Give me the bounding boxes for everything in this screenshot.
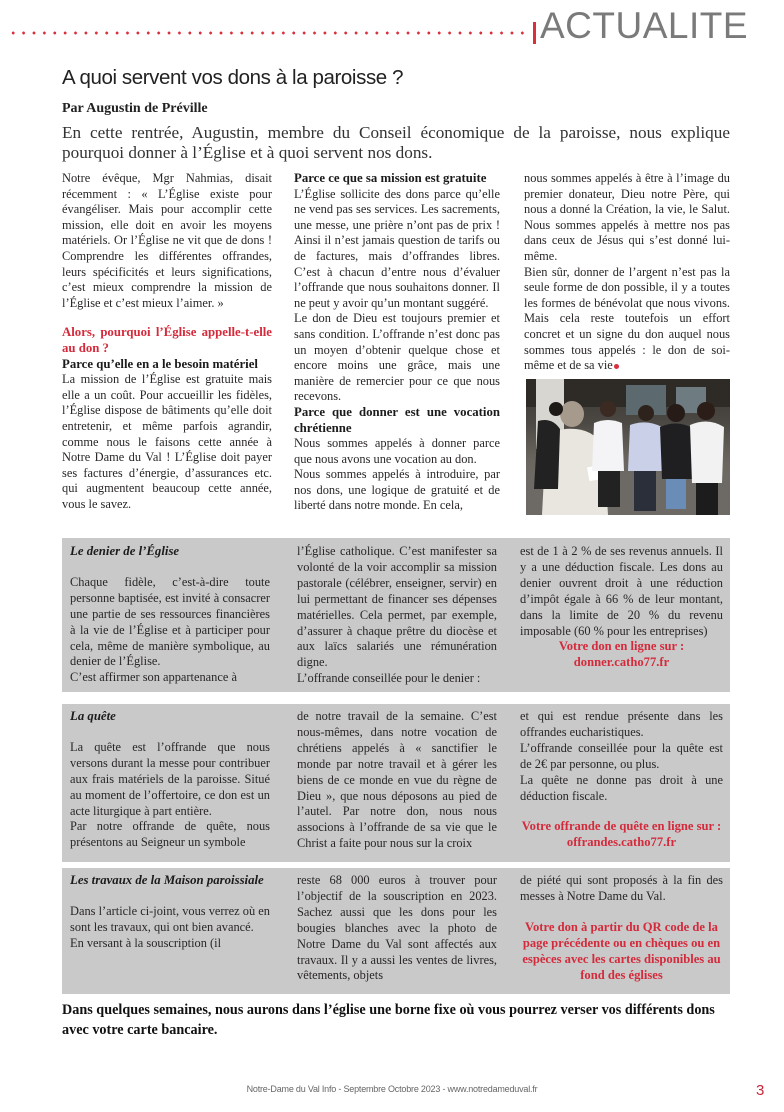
section-title: ACTUALITE bbox=[540, 5, 749, 46]
cta-text: Votre don à partir du QR code de la page précédente ou en chèques ou en espèces avec les cartes disponibles au fond des églises bbox=[522, 919, 721, 982]
paragraph: Nous sommes appelés à introduire, par nos dons, une logique de gratuité et de liberté dans notre monde. En cela, bbox=[294, 467, 500, 513]
paragraph: Chaque fidèle, c’est-à-dire toute personne baptisée, est invité à consacrer une partie de ses ressources financières à la vie de l’Église et à participer pour cela, même de manière symbolique, au denier de l’Église. bbox=[70, 574, 270, 669]
paragraph: Dans l’article ci-joint, vous verrez où en sont les travaux, qui ont bien avancé. bbox=[70, 903, 270, 934]
paragraph: est de 1 à 2 % de ses revenus annuels. Il y a une déduction fiscale. Les dons au denier ouvrent droit à une réduction d’impôt égale à 66 % de leur montant, dans la limite de 20 % du revenu imposable (60 % pour les entreprises) bbox=[520, 544, 723, 638]
box-column bbox=[297, 873, 497, 984]
paragraph: et qui est rendue présente dans les offrandes eucharistiques. bbox=[520, 709, 723, 739]
box-column bbox=[520, 709, 723, 851]
box-title: Les travaux de la Maison paroissiale bbox=[70, 873, 264, 887]
paragraph: L’Église sollicite des dons parce qu’elle ne vend pas ses services. Les sacrements, une messe, une prière n’ont pas de prix ! Ainsi il n’est jamais question de tarifs ou de factures, mais d’offrandes libres. C’est à chacun d’entre nous d’évaluer l’offrande que nous souhaitons donner. Il ne peut y avoir qu’un montant suggéré. bbox=[294, 186, 500, 310]
cta-label: Votre offrande de quête en ligne sur : bbox=[521, 819, 722, 834]
box-column bbox=[70, 709, 270, 851]
question-heading: Alors, pourquoi l’Église appelle-t-elle au don ? bbox=[62, 325, 272, 355]
box-column bbox=[70, 873, 270, 952]
travaux-box bbox=[62, 868, 730, 994]
paragraph: Nous sommes appelés à donner parce que nous avons une vocation au don. bbox=[294, 436, 500, 466]
quete-box bbox=[62, 704, 730, 862]
paragraph: En versant à la souscription (il bbox=[70, 935, 222, 950]
paragraph: de notre travail de la semaine. C’est nous-mêmes, dans notre vocation de chrétiens appelés à « sanctifier le monde par notre travail et à gérer les biens de ce monde en vue du règne de Dieu », que nous déposons au pied de l’autel. Par notre don, nous nous associons à l’offrande de sa vie que le Christ a faite pour nous sur la croix bbox=[297, 709, 497, 851]
article-title: A quoi servent vos dons à la paroisse ? bbox=[62, 66, 404, 89]
paragraph: L’offrande conseillée pour la quête est de 2€ par personne, ou plus. bbox=[520, 740, 723, 771]
paragraph: La mission de l’Église est gratuite mais elle a un coût. Pour accueillir les fidèles, l’Église dispose de bâtiments qu’elle doit entretenir, et même parfois agrandir, comme nous le faisons cette année à Notre Dame du Val ! L’Église doit payer ses factures d’énergie, d’assurances etc. qui augmentent beaucoup cette année, vous le savez. bbox=[62, 372, 272, 511]
dotted-rule bbox=[8, 31, 531, 35]
paragraph: Le don de Dieu est toujours premier et sans condition. L’offrande n’est donc pas un moyen d’obtenir quelque chose et encore moins une grâce, mais une manière de remercier pour ce que nous recevons. bbox=[294, 311, 500, 404]
photo-illustration bbox=[526, 379, 730, 515]
article-column-1 bbox=[62, 171, 272, 512]
paragraph: La quête ne donne pas droit à une déduction fiscale. bbox=[520, 772, 723, 803]
paragraph: La quête est l’offrande que nous versons durant la messe pour contribuer aux frais matériels de la paroisse. Situé au moment de l’offertoire, ce don est un acte liturgique à part entière. bbox=[70, 739, 270, 818]
denier-box bbox=[62, 538, 730, 692]
box-title: Le denier de l’Église bbox=[70, 544, 180, 558]
box-column bbox=[520, 544, 723, 671]
box-column bbox=[70, 544, 270, 686]
paragraph-text: Bien sûr, donner de l’argent n’est pas la seule forme de don possible, il y a toutes les formes de bénévolat que nous vivons. Mais cela reste toutefois un effort concret et un signe du don auquel nous sommes tous appelés : le don de soi-même et de sa vie bbox=[524, 264, 730, 373]
page-number: 3 bbox=[756, 1082, 765, 1099]
box-title: La quête bbox=[70, 709, 116, 723]
article-intro: En cette rentrée, Augustin, membre du Conseil économique de la paroisse, nous explique pourquoi donner à l’Église et à quoi servent nos dons. bbox=[62, 123, 730, 162]
box-column bbox=[297, 709, 497, 852]
cta-label: Votre don en ligne sur : bbox=[558, 639, 685, 654]
paragraph: de piété qui sont proposés à la fin des messes à Notre Dame du Val. bbox=[520, 873, 723, 903]
subheading: Parce qu’elle en a le besoin matériel bbox=[62, 356, 258, 371]
donation-link[interactable]: donner.catho77.fr bbox=[573, 655, 670, 670]
paragraph: reste 68 000 euros à trouver pour l’objectif de la souscription en 2023. Sachez aussi que les dons pour les bougies blanches avec la photo de Notre Dame du Val sont affectés aux travaux. Il y a aussi les ventes de livres, vêtements, objets bbox=[297, 873, 497, 983]
paragraph bbox=[524, 265, 730, 374]
paragraph: Par notre offrande de quête, nous présentons au Seigneur un symbole bbox=[70, 819, 270, 850]
paragraph: L’offrande conseillée pour le denier : bbox=[297, 671, 481, 686]
paragraph: l’Église catholique. C’est manifester sa volonté de la voir accomplir sa mission pastorale (célébrer, enseigner, servir) en lui permettant de financer ses dépenses matérielles. Cela permet, par exemple, d’assurer à chaque prêtre du diocèse et aux laïcs salariés une rémunération digne. bbox=[297, 544, 497, 670]
subheading: Parce ce que sa mission est gratuite bbox=[294, 171, 487, 185]
offering-link[interactable]: offrandes.catho77.fr bbox=[566, 835, 677, 850]
page-footer: Notre-Dame du Val Info - Septembre Octobre 2023 - www.notredameduval.fr bbox=[246, 1084, 538, 1094]
subheading: Parce que donner est une vocation chrétienne bbox=[294, 404, 500, 435]
article-column-3 bbox=[524, 171, 730, 374]
end-mark-icon bbox=[614, 364, 619, 369]
paragraph: nous sommes appelés à être à l’image du premier donateur, Dieu notre Père, qui nous a donné la Création, la vie, le Salut. Nous sommes appelés à mettre nos pas dans ceux de Jésus qui s’est donné lui-même. bbox=[524, 171, 730, 263]
box-column bbox=[520, 873, 723, 983]
article-photo bbox=[526, 379, 730, 515]
paragraph: Notre évêque, Mgr Nahmias, disait récemment : « L’Église existe pour évangéliser. Mais pour accomplir cette mission, elle doit en avoir les moyens matériels. Or l’Église ne vit que de dons ! Comprendre les différentes offrandes, leurs spécificités et leurs significations, c’est mieux comprendre la mission de l’Église et c’est mieux l’aimer. » bbox=[62, 171, 272, 310]
closing-note: Dans quelques semaines, nous aurons dans l’église une borne fixe où vous pourrez verser vos différents dons avec votre carte bancaire. bbox=[62, 1002, 715, 1038]
paragraph: C’est affirmer son appartenance à bbox=[70, 670, 237, 685]
box-column bbox=[297, 544, 497, 687]
article-column-2 bbox=[294, 171, 500, 514]
section-marker bbox=[533, 22, 536, 44]
byline: Par Augustin de Préville bbox=[62, 101, 208, 116]
